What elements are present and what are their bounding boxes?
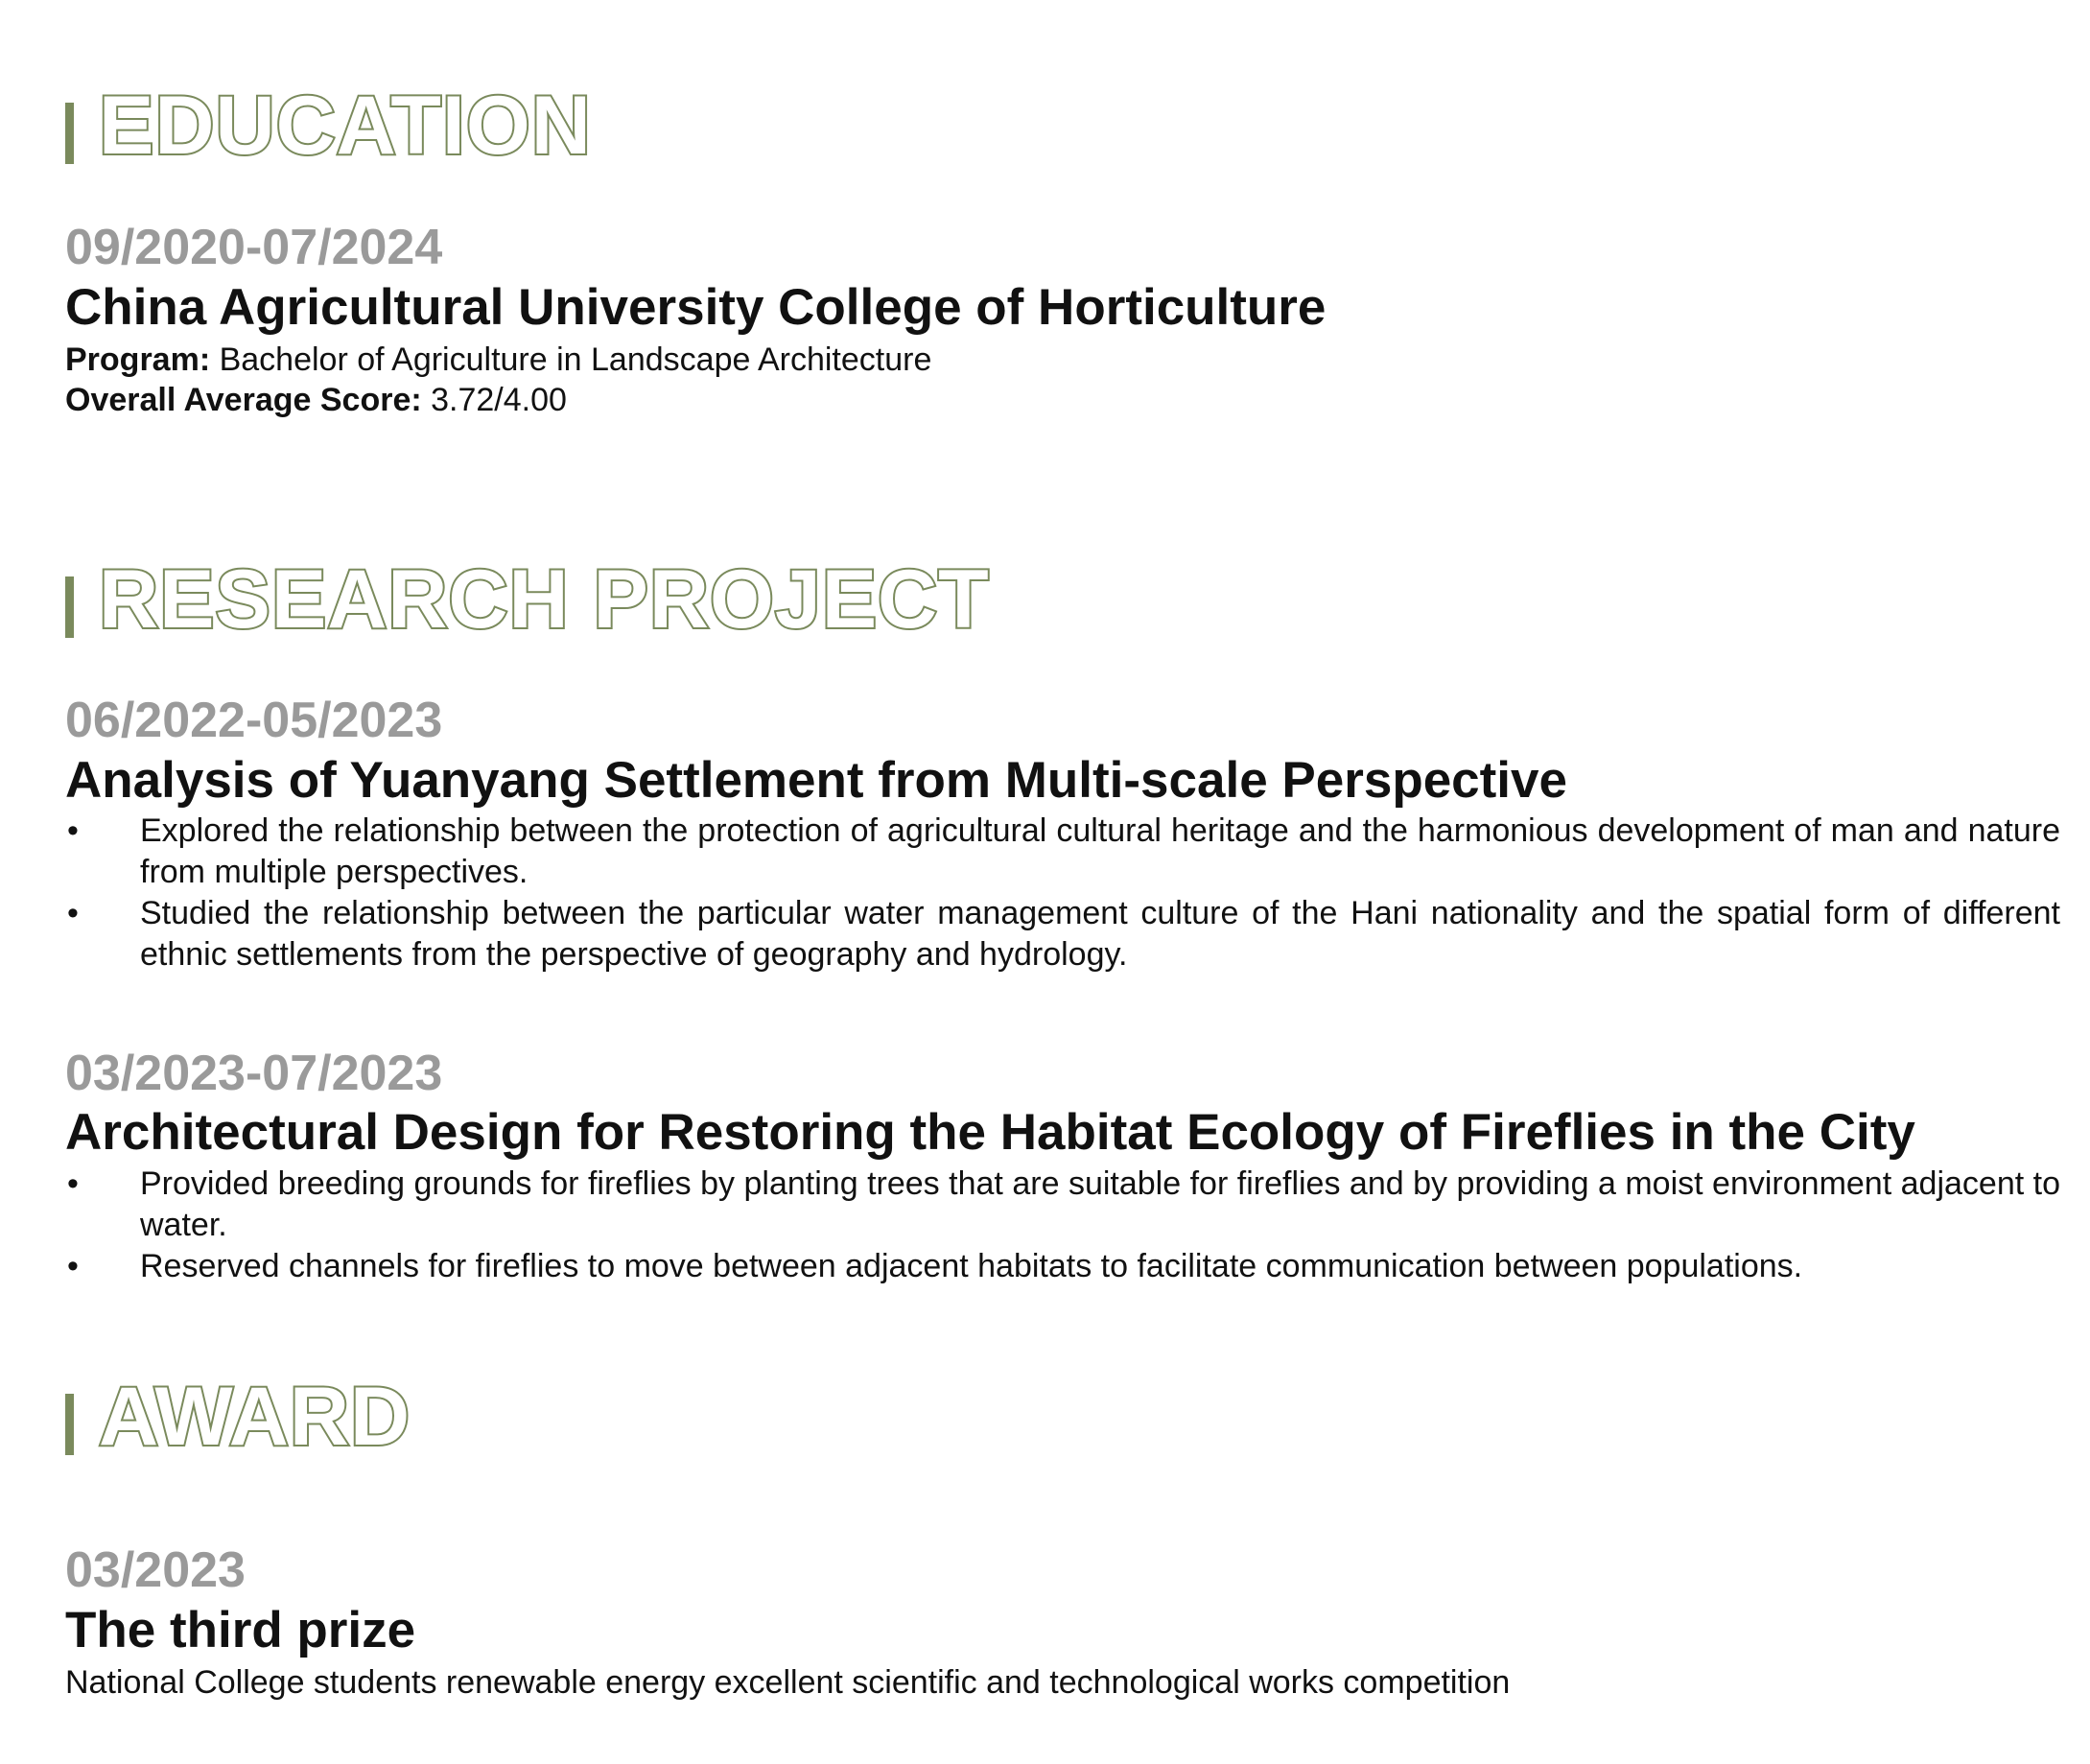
project-1-bullets [65,811,2060,976]
heading-accent-bar [65,103,74,164]
list-item [65,893,2060,976]
bullet-text: Explored the relationship between the protection of agricultural cultural heritage and the harmonious development of man and nature from multiple perspectives. [140,812,2060,890]
bullet-text: Provided breeding grounds for fireflies by planting trees that are suitable for fireflies and by providing a moist environment adjacent to water. [140,1165,2060,1243]
education-heading [65,80,592,172]
bullet-text: Reserved channels for fireflies to move between adjacent habitats to facilitate communication between populations. [140,1248,1803,1284]
program-value: Bachelor of Agriculture in Landscape Architecture [210,341,932,378]
project-2-bullets [65,1164,2060,1287]
score-label: Overall Average Score: [65,382,422,418]
project-1-date: 06/2022-05/2023 [65,693,443,748]
education-institution: China Agricultural University College of Horticulture [65,279,1327,336]
bullet-icon: • [67,812,79,849]
education-heading-text: EDUCATION [99,80,592,172]
score-value: 3.72/4.00 [421,382,567,418]
education-program [65,343,931,376]
award-description: National College students renewable energy excellent scientific and technological works competition [65,1664,1511,1701]
research-heading [65,553,990,646]
bullet-icon: • [67,1248,79,1284]
bullet-text: Studied the relationship between the particular water management culture of the Hani nationality and the spatial form of different ethnic settlements from the perspective of geography and hydrology. [140,895,2060,973]
program-label: Program: [65,341,211,378]
research-heading-text: RESEARCH PROJECT [99,553,990,646]
bullet-icon: • [67,1165,79,1202]
heading-accent-bar [65,1394,74,1455]
award-heading [65,1371,411,1463]
heading-accent-bar [65,576,74,638]
list-item [65,811,2060,893]
education-score [65,384,567,416]
list-item [65,1164,2060,1246]
list-item [65,1246,2060,1287]
education-date: 09/2020-07/2024 [65,220,443,275]
project-1-title: Analysis of Yuanyang Settlement from Multi-scale Perspective [65,752,1567,809]
project-2-date: 03/2023-07/2023 [65,1046,443,1101]
award-date: 03/2023 [65,1542,246,1598]
bullet-icon: • [67,895,79,931]
award-title: The third prize [65,1602,416,1658]
project-2-title: Architectural Design for Restoring the Habitat Ecology of Fireflies in the City [65,1104,1915,1161]
award-heading-text: AWARD [99,1371,411,1463]
